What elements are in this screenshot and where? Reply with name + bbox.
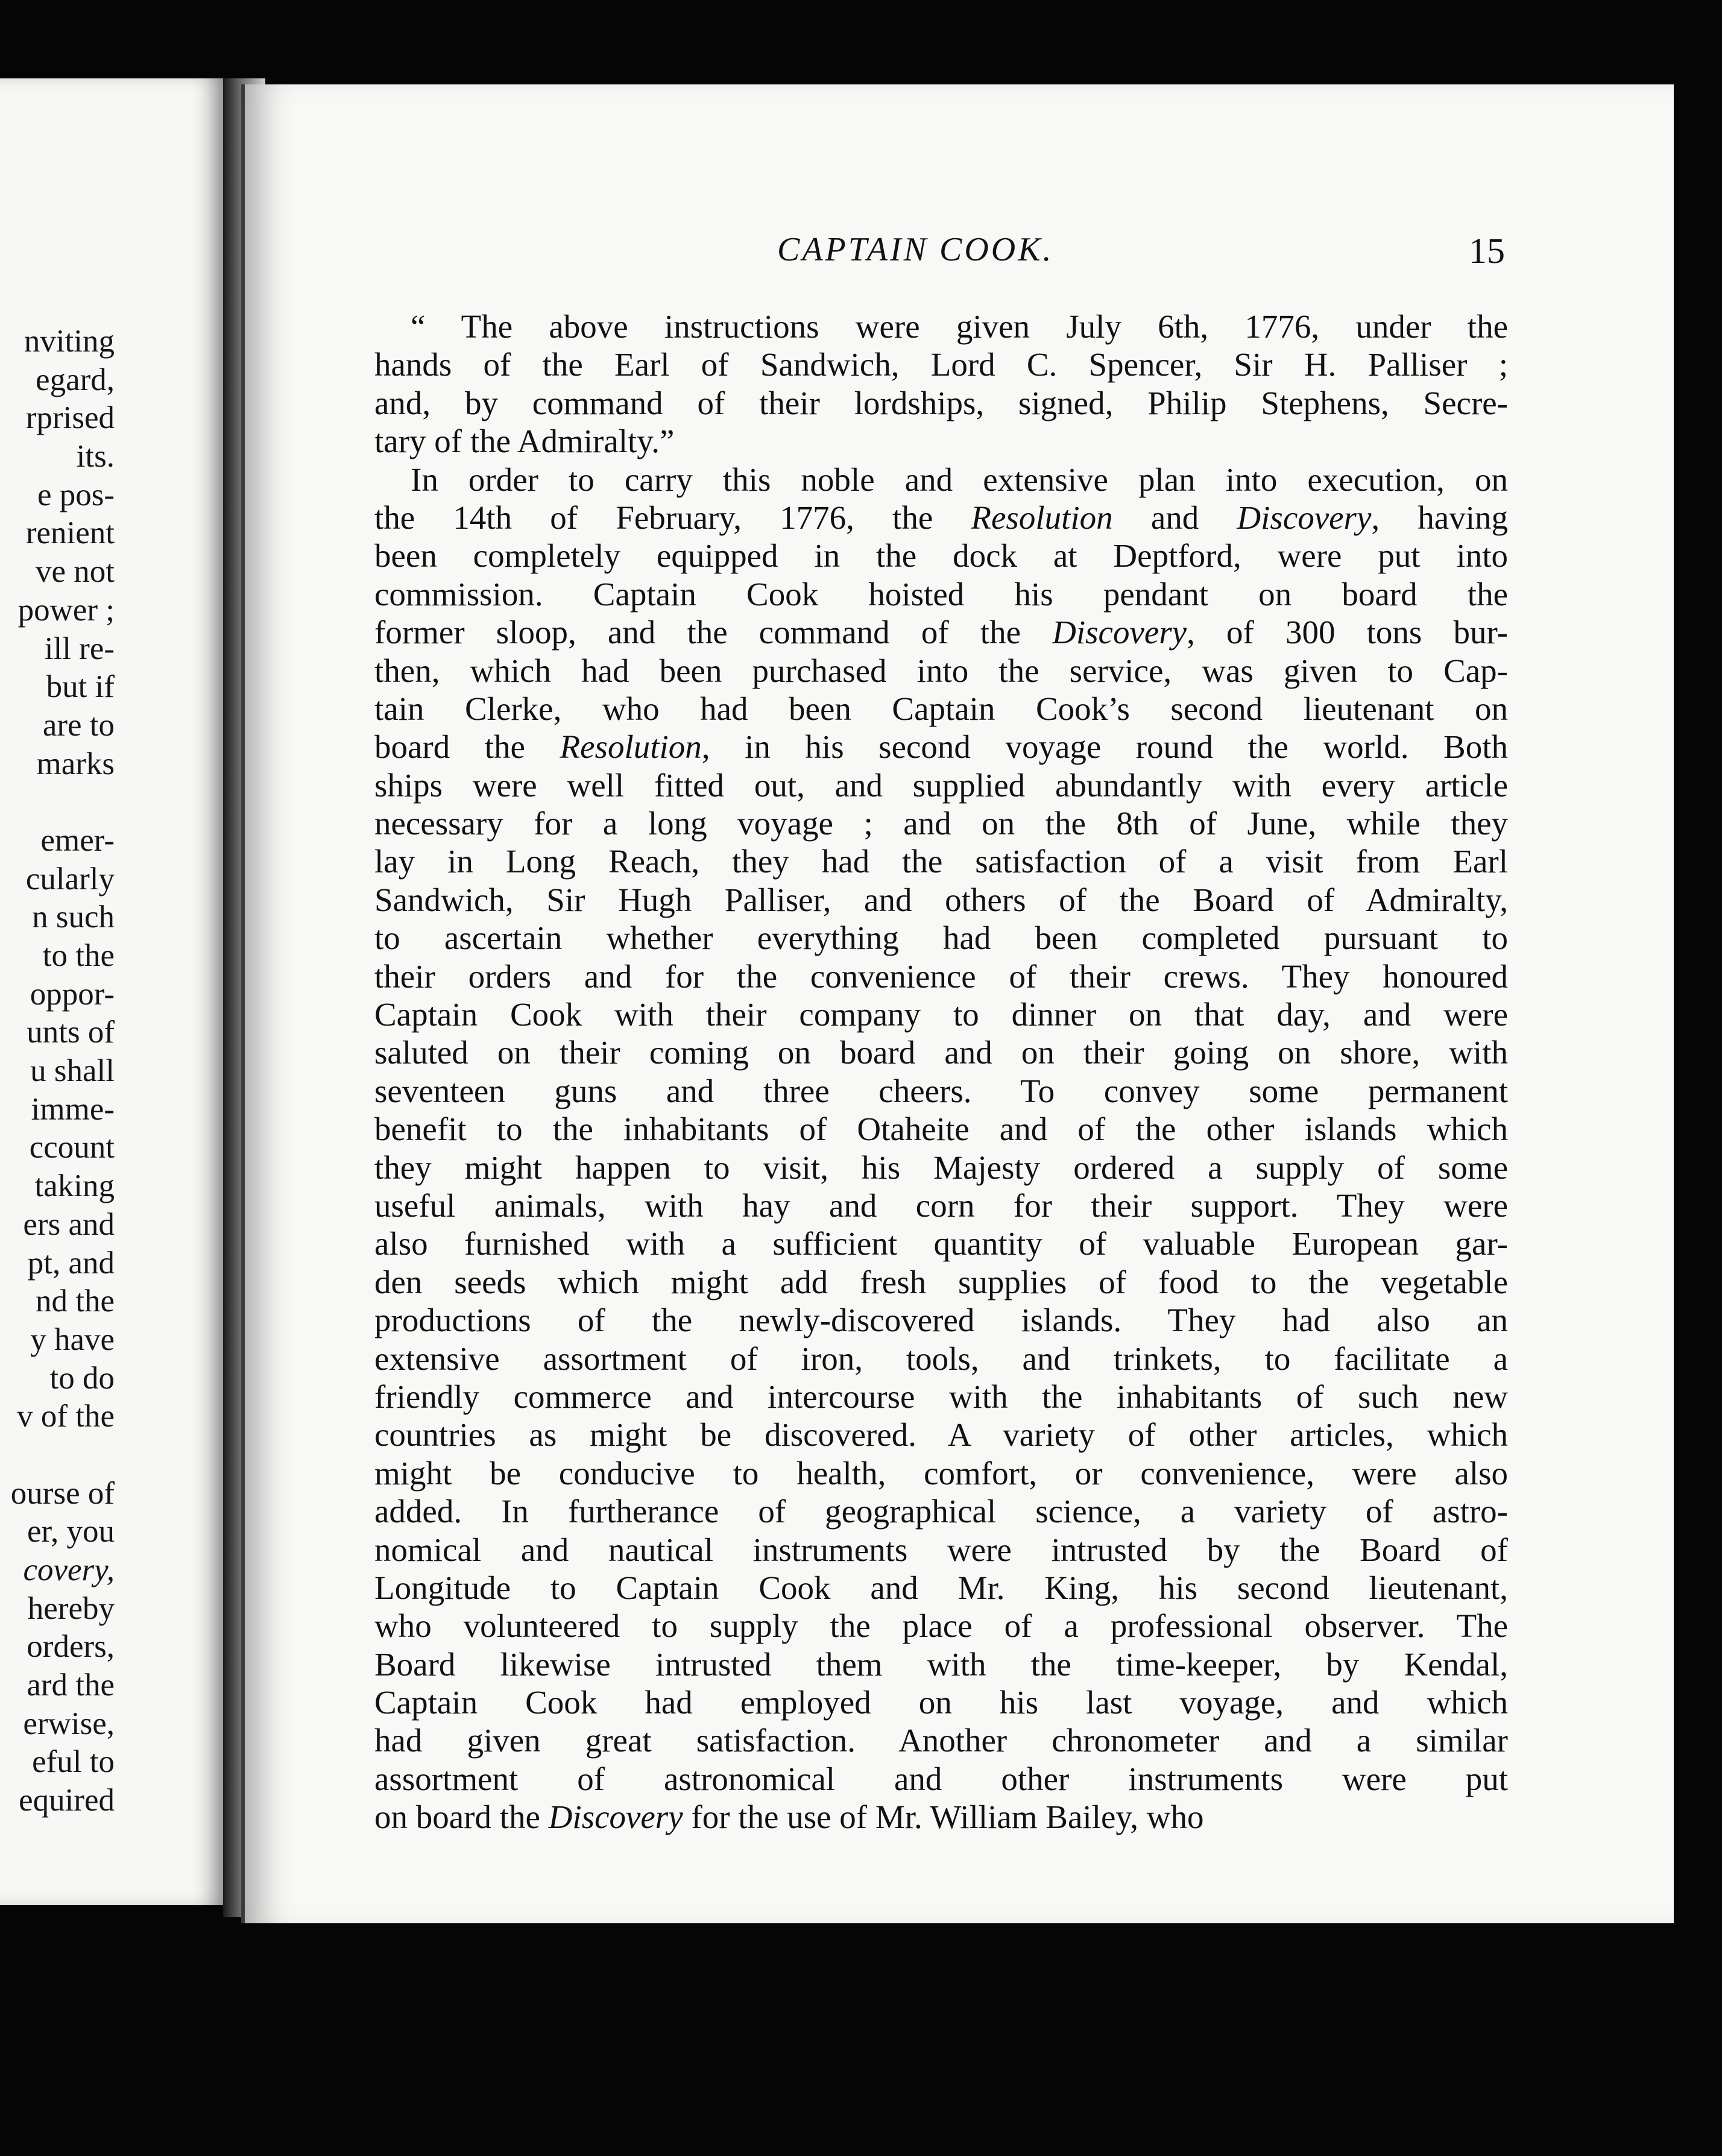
facing-page-line: ourse of xyxy=(10,1475,115,1511)
page-number: 15 xyxy=(1469,231,1505,271)
text-line: they might happen to visit, his Majesty ordered a supply of some xyxy=(374,1149,1508,1186)
text-line: the 14th of February, 1776, the Resolution and Discovery, having xyxy=(374,499,1508,536)
paragraph-quoted-instructions xyxy=(374,307,1508,461)
facing-page-line: ccount xyxy=(29,1130,115,1165)
text-line: former sloop, and the command of the Discovery, of 300 tons bur- xyxy=(374,614,1508,651)
facing-page-line: emer- xyxy=(40,822,115,858)
facing-page-line: pt, and xyxy=(27,1245,115,1281)
text-line: saluted on their coming on board and on their going on shore, with xyxy=(374,1034,1508,1071)
text-line: hands of the Earl of Sandwich, Lord C. Spencer, Sir H. Palliser ; xyxy=(374,346,1508,383)
text-line: lay in Long Reach, they had the satisfaction of a visit from Earl xyxy=(374,843,1508,880)
facing-page-line: taking xyxy=(34,1168,115,1204)
facing-page-line: imme- xyxy=(31,1091,115,1127)
text-line: to ascertain whether everything had been completed pursuant to xyxy=(374,919,1508,957)
facing-page-line: equired xyxy=(19,1783,115,1818)
facing-page-line: covery, xyxy=(23,1552,115,1587)
facing-page-line: ve not xyxy=(36,554,115,590)
text-line: den seeds which might add fresh supplies of food to the vegetable xyxy=(374,1263,1508,1300)
text-line: on board the Discovery for the use of Mr. William Bailey, who xyxy=(374,1798,1204,1836)
text-line: extensive assortment of iron, tools, and trinkets, to facilitate a xyxy=(374,1340,1508,1377)
text-line: assortment of astronomical and other instruments were put xyxy=(374,1760,1508,1797)
text-line: been completely equipped in the dock at Deptford, were put into xyxy=(374,537,1508,575)
facing-page-left xyxy=(0,78,229,1905)
text-line: “ The above instructions were given July 6th, 1776, under the xyxy=(411,308,1508,345)
text-line: Captain Cook with their company to dinner on that day, and were xyxy=(374,996,1508,1033)
facing-page-line: rprised xyxy=(25,400,115,436)
facing-page-line: n such xyxy=(32,900,115,935)
text-line: nomical and nautical instruments were intrusted by the Board of xyxy=(374,1531,1508,1568)
text-line: then, which had been purchased into the service, was given to Cap- xyxy=(374,652,1508,689)
facing-page-gap xyxy=(0,1436,115,1475)
facing-page-line: marks xyxy=(36,746,115,781)
text-line: and, by command of their lordships, signed, Philip Stephens, Secre- xyxy=(374,384,1508,421)
text-line: commission. Captain Cook hoisted his pendant on board the xyxy=(374,575,1508,613)
facing-page-line: renient xyxy=(25,515,115,551)
facing-page-line: oppor- xyxy=(30,976,115,1012)
text-line: In order to carry this noble and extensive plan into execution, on xyxy=(411,461,1508,498)
facing-page-line: nviting xyxy=(24,324,115,359)
facing-page-text-fragments xyxy=(0,323,115,1820)
facing-page-line: unts of xyxy=(27,1015,115,1050)
text-line: ships were well fitted out, and supplied abundantly with every article xyxy=(374,766,1508,804)
text-line: friendly commerce and intercourse with the inhabitants of such new xyxy=(374,1378,1508,1415)
facing-page-line: u shall xyxy=(30,1053,115,1089)
facing-page-line: erwise, xyxy=(23,1706,115,1741)
text-line: added. In furtherance of geographical science, a variety of astro- xyxy=(374,1493,1508,1530)
facing-page-line: to the xyxy=(42,938,115,973)
text-line: tary of the Admiralty.” xyxy=(374,423,675,460)
facing-page-line: eful to xyxy=(32,1744,115,1780)
text-line: Board likewise intrusted them with the time-keeper, by Kendal, xyxy=(374,1645,1508,1683)
paragraph-voyage-preparation xyxy=(374,461,1508,1836)
text-line: benefit to the inhabitants of Otaheite and of the other islands which xyxy=(374,1111,1508,1148)
facing-page-gap xyxy=(0,783,115,822)
facing-page-line: its. xyxy=(76,439,115,474)
running-head: CAPTAIN COOK. xyxy=(777,231,1054,268)
facing-page-line: power ; xyxy=(17,592,115,628)
text-line: Captain Cook had employed on his last voyage, and which xyxy=(374,1684,1508,1721)
facing-page-line: hereby xyxy=(27,1590,115,1626)
facing-page-line: but if xyxy=(46,669,115,705)
facing-page-line: ill re- xyxy=(44,631,115,666)
text-line: tain Clerke, who had been Captain Cook’s second lieutenant on xyxy=(374,690,1508,727)
text-line: board the Resolution, in his second voyage round the world. Both xyxy=(374,728,1509,766)
body-text xyxy=(374,307,1508,1836)
text-line: seventeen guns and three cheers. To convey some permanent xyxy=(374,1072,1508,1109)
facing-page-line: egard, xyxy=(36,362,115,397)
text-line: Longitude to Captain Cook and Mr. King, his second lieutenant, xyxy=(374,1569,1508,1606)
text-line: countries as might be discovered. A variety of other articles, which xyxy=(374,1416,1508,1454)
page-right xyxy=(241,84,1674,1923)
text-line: might be conducive to health, comfort, or convenience, were also xyxy=(374,1454,1508,1492)
facing-page-line: v of the xyxy=(17,1399,115,1434)
text-line: Sandwich, Sir Hugh Palliser, and others of the Board of Admiralty, xyxy=(374,881,1508,918)
text-line: necessary for a long voyage ; and on the 8th of June, while they xyxy=(374,805,1508,842)
text-line: their orders and for the convenience of their crews. They honoured xyxy=(374,957,1508,995)
facing-page-line: ard the xyxy=(27,1668,115,1703)
text-line: productions of the newly-discovered islands. They had also an xyxy=(374,1302,1508,1339)
facing-page-line: nd the xyxy=(36,1284,115,1319)
facing-page-line: are to xyxy=(42,707,115,743)
facing-page-line: er, you xyxy=(27,1514,115,1549)
facing-page-line: orders, xyxy=(27,1629,115,1665)
facing-page-line: to do xyxy=(49,1360,115,1396)
text-line: useful animals, with hay and corn for their support. They were xyxy=(374,1187,1508,1224)
text-line: who volunteered to supply the place of a professional observer. The xyxy=(374,1607,1508,1645)
facing-page-line: y have xyxy=(30,1322,115,1357)
facing-page-line: e pos- xyxy=(37,477,115,512)
text-line: also furnished with a sufficient quantity of valuable European gar- xyxy=(374,1225,1508,1262)
facing-page-line: ers and xyxy=(23,1206,115,1242)
text-line: had given great satisfaction. Another chronometer and a similar xyxy=(374,1722,1508,1759)
facing-page-line: cularly xyxy=(25,861,115,897)
